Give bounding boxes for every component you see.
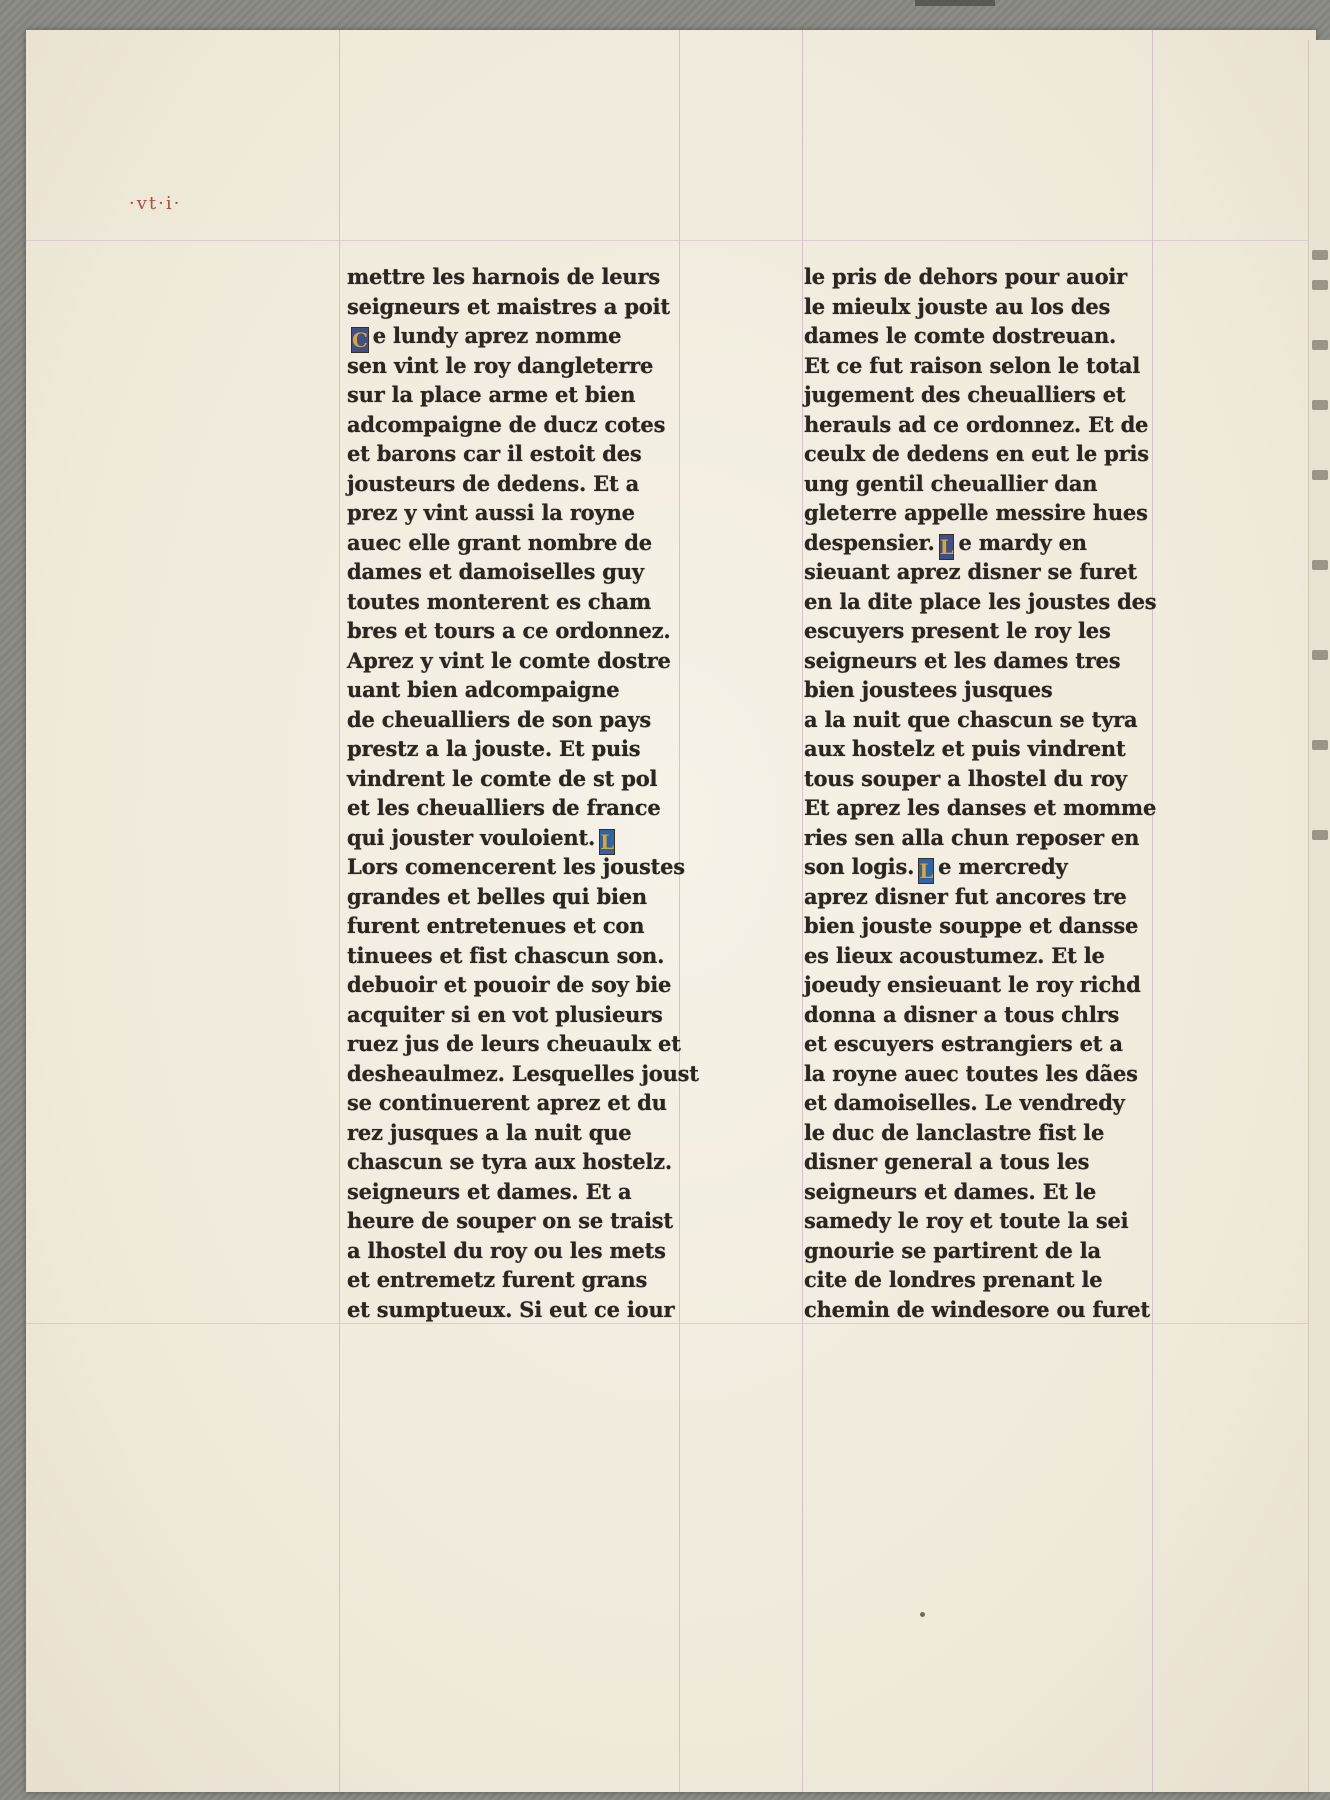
text-line (804, 646, 1174, 676)
text-line (804, 675, 1174, 705)
line-text: gleterre appelle messire hues (804, 500, 1148, 525)
text-line (804, 1059, 1174, 1089)
line-text: herauls ad ce ordonnez. Et de (804, 411, 1149, 437)
text-line (804, 469, 1174, 499)
line-text: cite de londres prenant le (804, 1267, 1103, 1292)
line-text: le mieulx jouste au los des (804, 293, 1111, 319)
text-line (804, 262, 1174, 292)
text-line (347, 1265, 717, 1295)
adjacent-ink (1312, 740, 1328, 750)
line-text: toutes monterent es cham (347, 588, 652, 614)
line-text: et entremetz furent grans (347, 1267, 648, 1292)
text-line (347, 321, 717, 351)
line-text: rez jusques a la nuit que (347, 1119, 632, 1145)
line-text: et les cheualliers de france (347, 795, 661, 820)
text-line (347, 1147, 717, 1177)
line-text: sen vint le roy dangleterre (347, 352, 654, 378)
text-line (347, 911, 717, 941)
line-text: et barons car il estoit des (347, 441, 642, 466)
ruling-line-horizontal (26, 240, 1316, 241)
line-text: dames le comte dostreuan. (804, 323, 1117, 348)
line-text: seigneurs et dames. Et le (804, 1178, 1096, 1204)
line-text: disner general a tous les (804, 1149, 1090, 1174)
text-line (804, 1206, 1174, 1236)
line-text: le duc de lanclastre fist le (804, 1119, 1105, 1145)
text-line (347, 380, 717, 410)
line-text: prestz a la jouste. Et puis (347, 736, 641, 761)
text-line (347, 823, 717, 853)
text-line (347, 1118, 717, 1148)
text-line (804, 1236, 1174, 1266)
text-line (804, 1177, 1174, 1207)
text-line (347, 1088, 717, 1118)
text-line (347, 439, 717, 469)
text-line (804, 292, 1174, 322)
line-text: a lhostel du roy ou les mets (347, 1237, 666, 1263)
text-line (347, 1029, 717, 1059)
line-text: jousteurs de dedens. Et a (347, 470, 640, 496)
text-line (347, 351, 717, 381)
line-text: son logis. (804, 854, 915, 879)
adjacent-ink (1312, 400, 1328, 410)
line-text: uant bien adcompaigne (347, 677, 620, 702)
text-line (347, 469, 717, 499)
line-text: de cheualliers de son pays (347, 706, 652, 732)
folio-number: ·vt·i· (129, 193, 182, 214)
line-text: auec elle grant nombre de (347, 529, 652, 555)
text-line (804, 321, 1174, 351)
line-text: seigneurs et maistres a poit (347, 293, 670, 319)
text-line (804, 351, 1174, 381)
line-text: Aprez y vint le comte dostre (347, 647, 671, 673)
text-line (804, 734, 1174, 764)
text-line (804, 852, 1174, 882)
text-line (804, 1118, 1174, 1148)
text-line (347, 705, 717, 735)
line-text: samedy le roy et toute la sei (804, 1208, 1129, 1233)
text-line (347, 410, 717, 440)
line-text: furent entretenues et con (347, 913, 645, 938)
line-text: Lors comencerent les joustes (347, 854, 685, 879)
line-text: bien jouste souppe et dansse (804, 913, 1139, 938)
text-line (347, 498, 717, 528)
line-text: bres et tours a ce ordonnez. (347, 618, 671, 643)
left-text-column (347, 262, 717, 1324)
text-line (347, 941, 717, 971)
line-text: e mercredy (938, 854, 1068, 879)
ink-spot (920, 1612, 925, 1617)
line-text: tous souper a lhostel du roy (804, 765, 1127, 791)
line-text: Et aprez les danses et momme (804, 795, 1157, 820)
line-text: seigneurs et les dames tres (804, 647, 1121, 673)
right-text-column (804, 262, 1174, 1324)
text-line (347, 528, 717, 558)
text-line (804, 823, 1174, 853)
text-line (804, 911, 1174, 941)
text-line (804, 439, 1174, 469)
text-line (347, 734, 717, 764)
line-text: Et ce fut raison selon le total (804, 352, 1141, 378)
text-line (804, 1088, 1174, 1118)
line-text: et damoiselles. Le vendredy (804, 1090, 1125, 1115)
adjacent-page-edge (1308, 40, 1330, 1792)
line-text: debuoir et pouoir de soy bie (347, 972, 672, 997)
text-line (347, 1177, 717, 1207)
line-text: sur la place arme et bien (347, 382, 636, 407)
line-text: chascun se tyra aux hostelz. (347, 1149, 672, 1174)
line-text: bien joustees jusques (804, 677, 1053, 702)
text-line (804, 380, 1174, 410)
text-line (804, 410, 1174, 440)
text-line (804, 1000, 1174, 1030)
line-text: a la nuit que chascun se tyra (804, 706, 1138, 732)
adjacent-ink (1312, 650, 1328, 660)
decorated-initial: L (939, 534, 954, 559)
line-text: grandes et belles qui bien (347, 883, 647, 909)
line-text: le pris de dehors pour auoir (804, 264, 1128, 289)
line-text: aux hostelz et puis vindrent (804, 736, 1126, 761)
line-text: prez y vint aussi la royne (347, 500, 635, 525)
line-text: e lundy aprez nomme (372, 323, 622, 348)
text-line (804, 764, 1174, 794)
text-line (347, 675, 717, 705)
text-line (804, 557, 1174, 587)
line-text: gnourie se partirent de la (804, 1237, 1101, 1263)
line-text: joeudy ensieuant le roy richd (804, 972, 1141, 997)
text-line (804, 941, 1174, 971)
text-line (804, 882, 1174, 912)
text-line (804, 705, 1174, 735)
line-text: ceulx de dedens en eut le pris (804, 441, 1149, 466)
adjacent-ink (1312, 250, 1328, 260)
line-text: ung gentil cheuallier dan (804, 470, 1098, 496)
text-line (347, 587, 717, 617)
text-line (804, 1295, 1174, 1325)
text-line (347, 292, 717, 322)
line-text: escuyers present le roy les (804, 618, 1111, 643)
ruling-line-vertical (339, 30, 340, 1792)
text-line (347, 764, 717, 794)
line-text: acquiter si en vot plusieurs (347, 1001, 663, 1027)
text-line (347, 793, 717, 823)
adjacent-ink (1312, 470, 1328, 480)
adjacent-ink (1312, 830, 1328, 840)
line-text: vindrent le comte de st pol (347, 765, 658, 791)
text-line (347, 1295, 717, 1325)
adjacent-ink (1312, 340, 1328, 350)
adjacent-ink (1312, 280, 1328, 290)
line-text: ries sen alla chun reposer en (804, 824, 1140, 850)
line-text: et sumptueux. Si eut ce iour (347, 1296, 675, 1322)
line-text: aprez disner fut ancores tre (804, 883, 1127, 909)
text-line (804, 1265, 1174, 1295)
line-text: la royne auec toutes les dães (804, 1060, 1138, 1086)
text-line (804, 1029, 1174, 1059)
text-line (347, 262, 717, 292)
ruling-line-vertical (802, 30, 803, 1792)
line-text: tinuees et fist chascun son. (347, 942, 665, 968)
line-text: en la dite place les joustes des (804, 588, 1157, 614)
text-line (347, 616, 717, 646)
text-line (804, 616, 1174, 646)
text-line (347, 852, 717, 882)
text-line (347, 882, 717, 912)
adjacent-ink (1312, 560, 1328, 570)
text-line (347, 1236, 717, 1266)
text-line (347, 646, 717, 676)
top-edge-marks (915, 0, 995, 6)
line-text: se continuerent aprez et du (347, 1090, 667, 1115)
text-line (804, 970, 1174, 1000)
line-text: ruez jus de leurs cheuaulx et (347, 1031, 681, 1056)
line-text: heure de souper on se traist (347, 1208, 673, 1233)
line-text: donna a disner a tous chlrs (804, 1001, 1120, 1027)
text-line (347, 970, 717, 1000)
line-text: chemin de windesore ou furet (804, 1296, 1150, 1322)
text-line (804, 793, 1174, 823)
decorated-initial: L (919, 859, 934, 883)
line-text: et escuyers estrangiers et a (804, 1031, 1123, 1056)
text-line (804, 498, 1174, 528)
text-line (804, 1147, 1174, 1177)
text-line (347, 1059, 717, 1089)
line-text: mettre les harnois de leurs (347, 264, 660, 289)
text-line (347, 1000, 717, 1030)
decorated-initial: C (352, 328, 368, 352)
line-text: adcompaigne de ducz cotes (347, 411, 666, 437)
text-line (347, 1206, 717, 1236)
line-text: dames et damoiselles guy (347, 559, 644, 584)
line-text: jugement des cheualliers et (804, 382, 1126, 407)
line-text: despensier. (804, 529, 935, 555)
text-line (804, 587, 1174, 617)
line-text: qui jouster vouloient. (347, 824, 596, 850)
line-text: es lieux acoustumez. Et le (804, 942, 1105, 968)
text-line (804, 528, 1174, 558)
line-text: desheaulmez. Lesquelles joust (347, 1060, 699, 1086)
text-line (347, 557, 717, 587)
decorated-initial: L (600, 829, 614, 854)
line-text: e mardy en (958, 529, 1087, 555)
line-text: sieuant aprez disner se furet (804, 559, 1137, 584)
line-text: seigneurs et dames. Et a (347, 1178, 632, 1204)
